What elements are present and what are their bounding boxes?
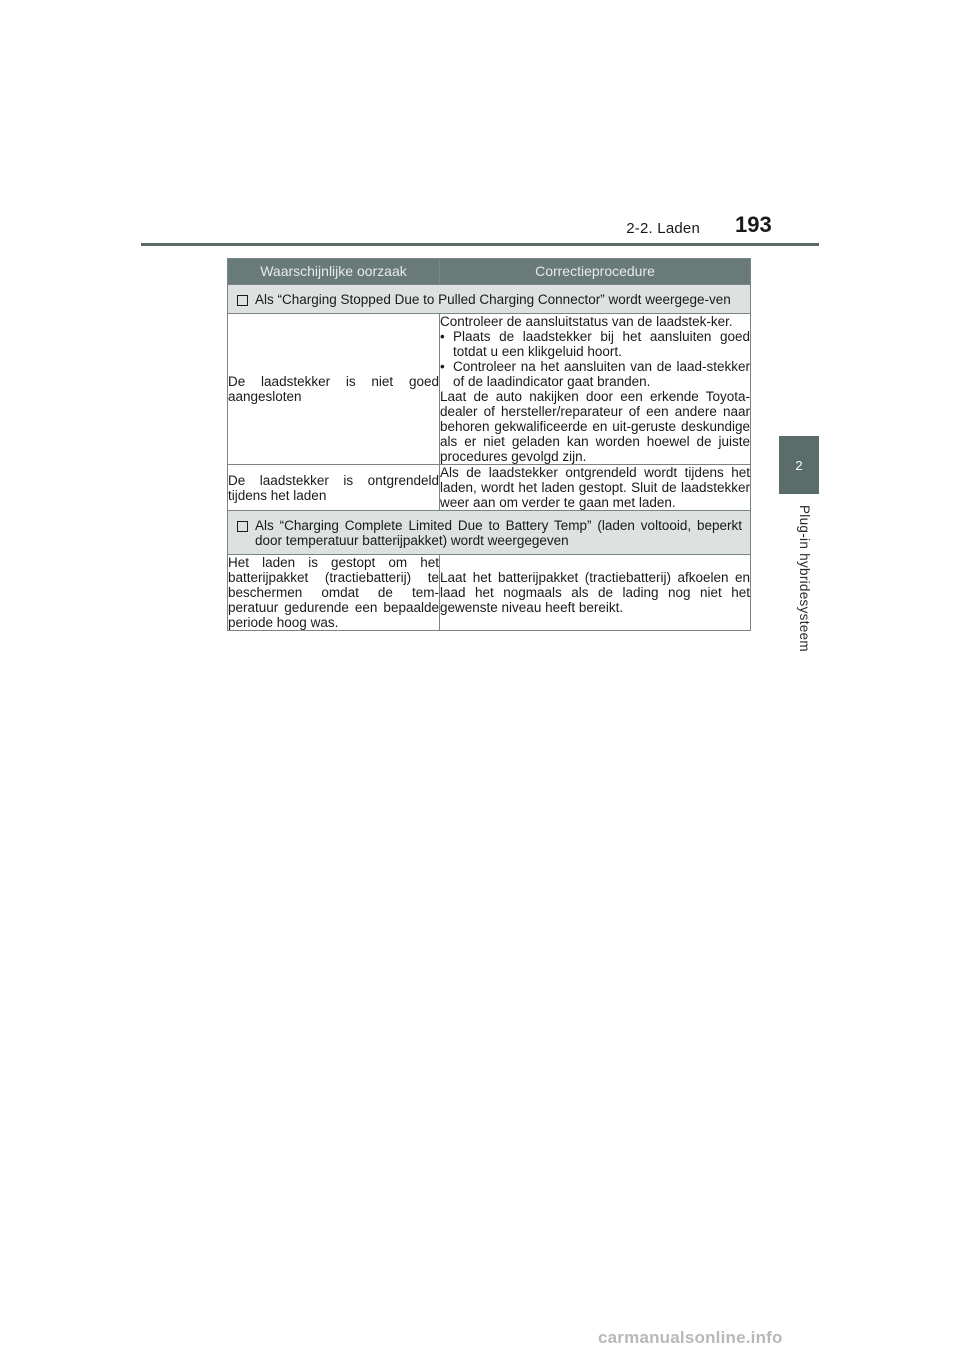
group-title: Als “Charging Stopped Due to Pulled Charging Connector” wordt weergege-ven [255,292,731,307]
column-header-procedure: Correctieprocedure [440,259,751,285]
table-row [228,465,751,511]
table-row [228,555,751,631]
bullet-text: Controleer na het aansluiten van de laad-stekker of de laadindicator gaat branden. [453,359,750,389]
cause-cell: De laadstekker is niet goed aangesloten [228,314,440,465]
procedure-cell: Als de laadstekker ontgrendeld wordt tijdens het laden, wordt het laden gestopt. Sluit de laadstekker weer aan om verder te gaan met laden. [440,465,750,510]
chapter-number: 2 [795,457,803,473]
procedure-intro: Controleer de aansluitstatus van de laadstek-ker. [440,314,733,329]
bullet-text: Plaats de laadstekker bij het aansluiten goed totdat u een klikgeluid hoort. [453,329,750,359]
header-divider [141,243,819,246]
list-item [440,329,750,359]
list-item [440,359,750,389]
cause-cell: Het laden is gestopt om het batterijpakket (tractiebatterij) te beschermen omdat de tem-peratuur gedurende een bepaalde periode hoog was. [228,555,439,630]
group-title: Als “Charging Complete Limited Due to Battery Temp” (laden voltooid, beperkt door temperatuur batterijpakket) wordt weergegeven [255,518,742,548]
table-header-row [228,259,751,285]
group-heading-row [228,511,751,555]
checkbox-icon [237,295,248,306]
page-number: 193 [735,212,772,237]
troubleshooting-table [227,258,751,631]
chapter-title: Plug-in hybridesysteem [797,505,812,652]
watermark-link[interactable]: carmanualsonline.info [598,1328,783,1347]
checkbox-icon [237,521,248,532]
procedure-outro: Laat de auto nakijken door een erkende Toyota-dealer of hersteller/reparateur of een andere naar behoren gekwalificeerde en uit-geruste deskundige als er niet geladen kan worden hoewel de juiste procedures gevolgd zijn. [440,389,750,464]
cause-cell: De laadstekker is ontgrendeld tijdens het laden [228,465,440,511]
procedure-cell [440,314,751,465]
bullet-icon: • [440,359,445,374]
section-title: 2-2. Laden [626,220,700,237]
chapter-tab [779,436,819,494]
group-heading-row [228,285,751,314]
table-row [228,314,751,465]
column-header-cause: Waarschijnlijke oorzaak [228,259,440,285]
procedure-cell: Laat het batterijpakket (tractiebatterij) afkoelen en laad het nogmaals als de lading nog niet het gewenste niveau heeft bereikt. [440,555,751,631]
bullet-icon: • [440,329,445,344]
